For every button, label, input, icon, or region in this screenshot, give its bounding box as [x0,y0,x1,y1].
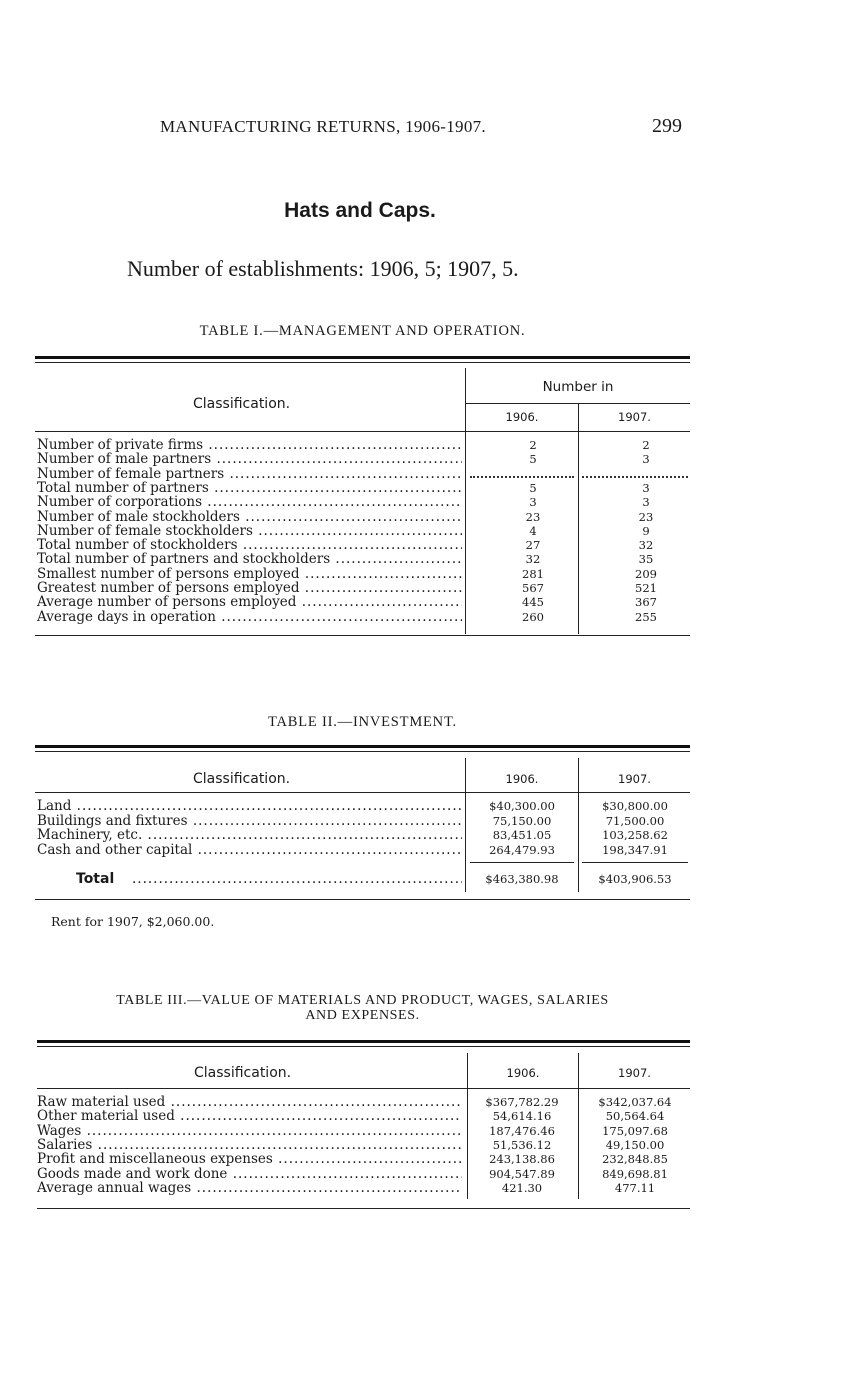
value-1906: 54,614.16 [492,1109,552,1124]
table1-top-rule [35,356,690,359]
row-label: Total number of partners and stockholders ..... [37,552,462,566]
row-label: Land ..... [37,799,462,813]
value-1907: 50,564.64 [605,1109,665,1124]
value-1907: 71,500.00 [605,813,665,828]
row-label: Number of private firms ..... [37,438,462,452]
page-number: 299 [652,115,682,137]
value-1906: 23 [525,509,541,524]
table1-classification-header: Classification. [193,396,291,412]
value-1907: 32 [638,538,654,553]
table1-top-rule-thin [35,362,690,363]
value-1907: 103,258.62 [602,828,668,842]
value-1906: 4 [529,523,537,538]
table2-total-rule-1906 [470,862,574,863]
table1-header-rule [35,431,690,432]
establishments-count: Number of establishments: 1906, 5; 1907, 5. [127,256,519,281]
value-1906: 567 [522,581,544,595]
table3-top-rule-thin [37,1046,690,1047]
table2-total-1906: $463,380.98 [485,872,559,886]
table3-header-rule [37,1088,690,1089]
value-1906: 5 [529,452,537,467]
table3-year-1906: 1906. [506,1066,540,1080]
value-1906: 2 [529,438,537,452]
value-1907: $342,037.64 [598,1095,672,1109]
section-title: Hats and Caps. [284,199,436,222]
value-1906: 32 [525,552,541,567]
table1-female-partners-1907-dots [582,476,688,478]
value-1906: 904,547.89 [489,1166,555,1181]
row-label: Number of male partners ..... [37,452,462,466]
row-label: Smallest number of persons employed ..... [37,567,462,581]
row-label: Raw material used ..... [37,1095,462,1109]
table3-bottom-rule [37,1208,690,1209]
table1-number-in-header: Number in [542,379,614,395]
table1-title: TABLE I.—MANAGEMENT AND OPERATION. [199,323,526,339]
row-label: Greatest number of persons employed ..... [37,581,462,595]
value-1907: 3 [642,480,650,495]
table2-classification-header: Classification. [193,771,291,787]
row-label: Other material used ..... [37,1109,462,1123]
row-label: Cash and other capital ..... [37,843,462,857]
table1-female-partners-1906-dots [470,476,574,478]
table2-top-rule-thin [35,751,690,752]
row-label: Goods made and work done ..... [37,1167,462,1181]
value-1907: 2 [642,438,650,452]
value-1906: $367,782.29 [485,1095,559,1109]
value-1907: 232,848.85 [602,1152,668,1167]
row-label: Average days in operation ..... [37,610,462,624]
value-1907: 49,150.00 [605,1137,665,1152]
table1-divider-left [465,368,466,634]
value-1906: 27 [525,538,541,553]
row-label: Total number of stockholders ..... [37,538,462,552]
table2-bottom-rule [35,899,690,900]
table3-classification-header: Classification. [194,1065,292,1081]
value-1907: 367 [635,595,657,610]
row-label: Number of female stockholders ..... [37,524,462,538]
table2-year-1906: 1906. [505,772,539,786]
value-1907: $30,800.00 [602,799,668,813]
value-1906: 51,536.12 [492,1137,552,1152]
value-1907: 849,698.81 [602,1166,668,1181]
table2-year-1907: 1907. [618,772,651,786]
table1-bottom-rule [35,635,690,636]
value-1907: 209 [635,566,657,581]
row-label: Number of female partners ..... [37,467,462,481]
value-1907: 521 [635,581,657,595]
value-1906: 421.30 [501,1180,543,1195]
running-title: MANUFACTURING RETURNS, 1906-1907. [160,117,486,136]
value-1907: 23 [638,509,654,524]
rent-note: Rent for 1907, $2,060.00. [51,914,215,929]
value-1906: 281 [522,566,544,581]
table2-total-rule-1907 [582,862,688,863]
table2-top-rule [35,745,690,748]
value-1906: 445 [522,595,544,610]
row-label: Average annual wages ..... [37,1181,462,1195]
table2-title: TABLE II.—INVESTMENT. [268,714,457,730]
table1-year-1907: 1907. [618,410,651,424]
table3-top-rule [37,1040,690,1043]
table3-title-line2: AND EXPENSES. [305,1008,420,1023]
row-label: Total number of partners ..... [37,481,462,495]
table3-title-line1: TABLE III.—VALUE OF MATERIALS AND PRODUCT, WAGES, SALARIES [116,993,609,1008]
value-1907: 255 [635,609,657,624]
value-1907: 35 [638,552,654,567]
row-label: Number of corporations ..... [37,495,462,509]
value-1906: 75,150.00 [492,813,552,828]
row-label: Wages ..... [37,1124,462,1138]
row-label: Number of male stockholders ..... [37,510,462,524]
table1-year-1906: 1906. [505,410,539,424]
value-1906: 260 [522,609,544,624]
row-label: Buildings and fixtures ..... [37,814,462,828]
value-1906: 5 [529,480,537,495]
value-1907: 3 [642,495,650,510]
table2-total-leader [132,872,462,886]
row-label: Average number of persons employed ..... [37,595,462,609]
row-label: Salaries ..... [37,1138,462,1152]
value-1907: 477.11 [614,1180,656,1195]
table2-total-label: Total [76,871,115,887]
table2-header-rule [35,792,690,793]
table1-number-in-rule [466,403,690,404]
row-label: Profit and miscellaneous expenses ..... [37,1152,462,1166]
value-1907: 175,097.68 [602,1123,668,1138]
table3-year-1907: 1907. [618,1066,651,1080]
table2-total-1907: $403,906.53 [598,872,672,886]
value-1907: 198,347.91 [602,842,668,857]
value-1907: 9 [642,523,650,538]
value-1906: 243,138.86 [489,1152,555,1167]
value-1906: 83,451.05 [492,828,552,842]
row-label: Machinery, etc. ..... [37,828,462,842]
value-1906: 187,476.46 [489,1123,555,1138]
value-1906: 264,479.93 [489,842,555,857]
value-1907: 3 [642,452,650,467]
value-1906: $40,300.00 [489,799,555,813]
value-1906: 3 [529,495,537,510]
